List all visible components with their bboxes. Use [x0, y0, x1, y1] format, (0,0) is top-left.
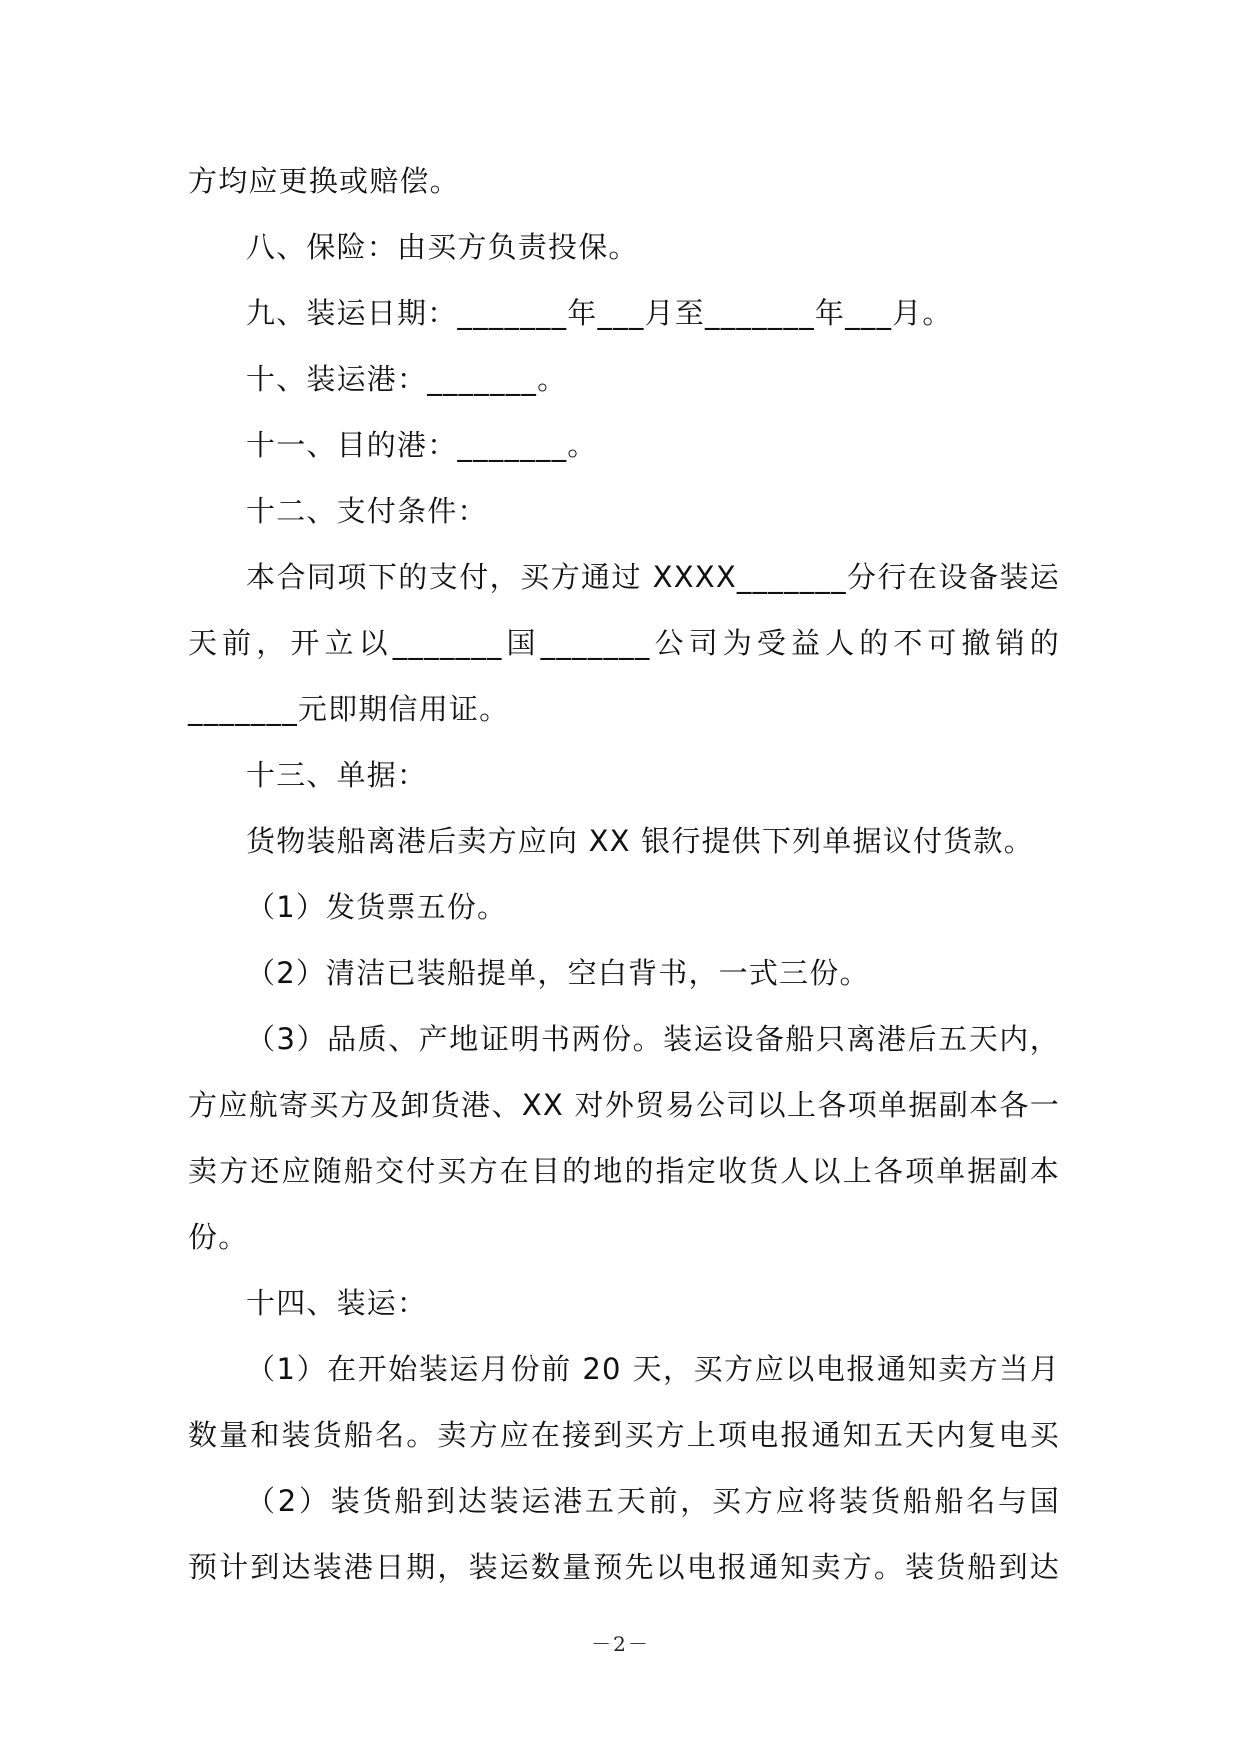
list-item: （1）发货票五份。: [246, 890, 508, 924]
text-line: _______元即期信用证。: [188, 692, 510, 726]
text-line: 卖方还应随船交付买方在目的地的指定收货人以上各项单据副本: [188, 1154, 1060, 1188]
text-line: 天前，开立以_______国_______公司为受益人的不可撤销的: [188, 626, 1060, 660]
clause-shipment-heading: 十四、装运：: [246, 1286, 428, 1320]
text-line: 份。: [188, 1220, 249, 1254]
clause-port-of-destination: 十一、目的港：_______。: [246, 428, 598, 462]
list-item: （3）品质、产地证明书两份。装运设备船只离港后五天内，: [246, 1022, 1060, 1056]
clause-documents-heading: 十三、单据：: [246, 758, 428, 792]
text-line: 数量和装货船名。卖方应在接到买方上项电报通知五天内复电买: [188, 1418, 1060, 1452]
clause-shipment-date: 九、装运日期：_______年___月至_______年___月。: [246, 296, 953, 330]
list-item: （2）装货船到达装运港五天前，买方应将装货船船名与国: [246, 1484, 1060, 1518]
document-body: [188, 148, 1060, 1600]
text-line: 本合同项下的支付，买方通过 XXXX_______分行在设备装运: [246, 560, 1060, 594]
text-line: 货物装船离港后卖方应向 XX 银行提供下列单据议付货款。: [246, 824, 1034, 858]
text-line: 预计到达装港日期，装运数量预先以电报通知卖方。装货船到达: [188, 1550, 1060, 1584]
clause-payment-heading: 十二、支付条件：: [246, 494, 488, 528]
page-number: －2－: [591, 1632, 650, 1656]
clause-port-of-loading: 十、装运港：_______。: [246, 362, 568, 396]
list-item: （1）在开始装运月份前 20 天，买方应以电报通知卖方当月: [246, 1352, 1060, 1386]
text-line: 方均应更换或赔偿。: [188, 164, 460, 198]
text-line: 方应航寄买方及卸货港、XX 对外贸易公司以上各项单据副本各一: [188, 1088, 1060, 1122]
clause-insurance: 八、保险：由买方负责投保。: [246, 230, 639, 264]
list-item: （2）清洁已装船提单，空白背书，一式三份。: [246, 956, 870, 990]
